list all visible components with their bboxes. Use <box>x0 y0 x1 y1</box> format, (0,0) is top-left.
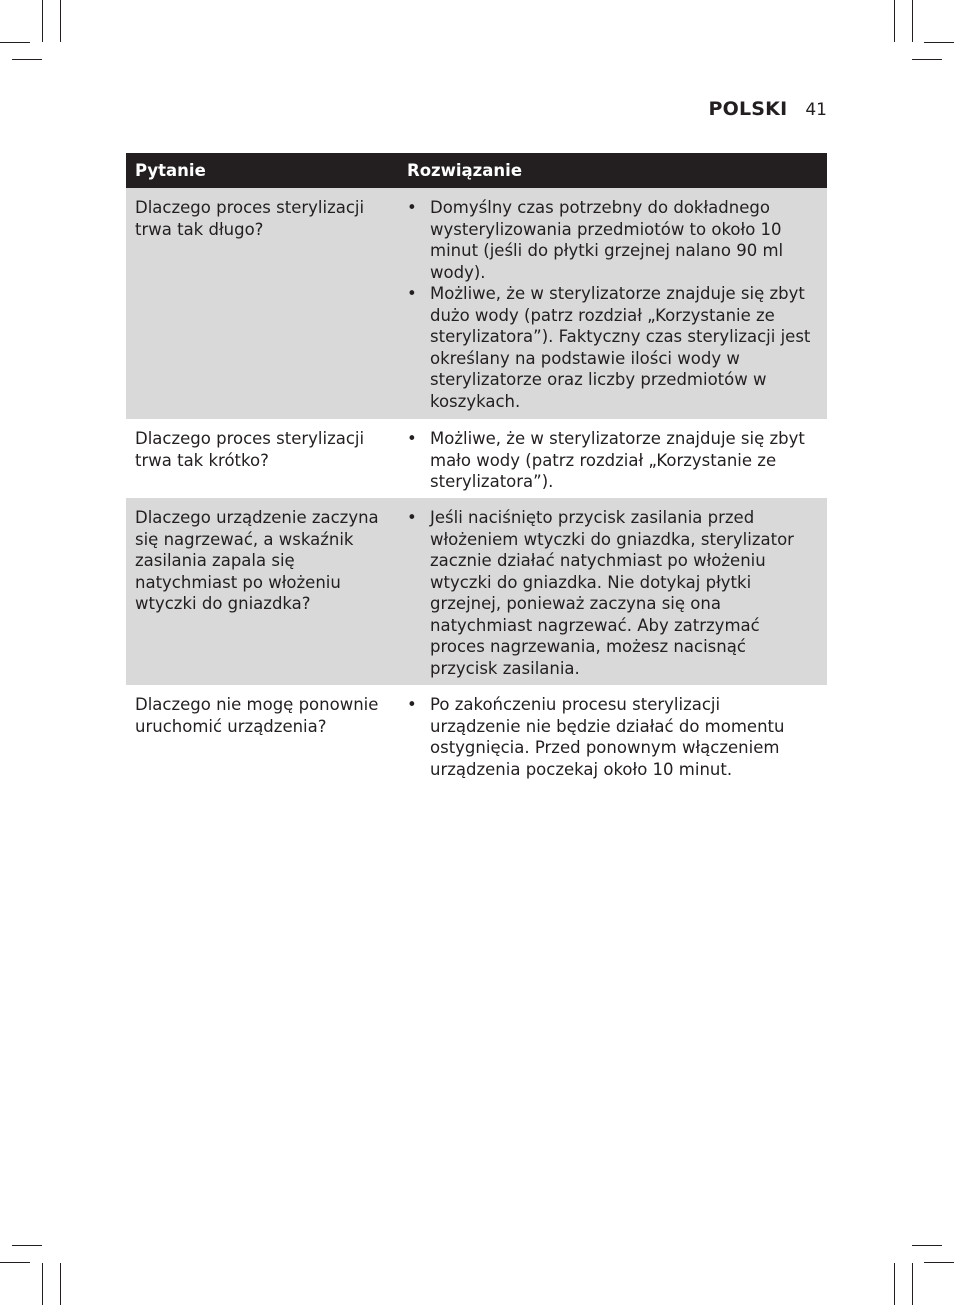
answer-text: Możliwe, że w sterylizatorze znajduje się zbyt dużo wody (patrz rozdział „Korzystanie ze sterylizatora”). Faktyczny czas sterylizacji jest określany na podstawie ilości wody w sterylizatorze oraz liczby przedmiotów w koszykach. <box>430 284 811 411</box>
crop-mark <box>0 42 30 43</box>
crop-mark <box>894 1263 895 1305</box>
column-header-question: Pytanie <box>135 161 206 180</box>
bullet-icon: • <box>407 429 417 448</box>
crop-mark <box>912 0 913 42</box>
question-cell: Dlaczego proces sterylizacji trwa tak długo? <box>135 198 365 239</box>
troubleshooting-table <box>126 153 827 785</box>
answer-cell <box>398 498 827 685</box>
answer-text: Możliwe, że w sterylizatorze znajduje się zbyt mało wody (patrz rozdział „Korzystanie ze sterylizatora”). <box>430 429 805 491</box>
answer-cell <box>398 685 827 785</box>
table-row <box>126 419 827 498</box>
answer-text: Po zakończeniu procesu sterylizacji urządzenie nie będzie działać do momentu ostygnięcia. Przed ponownym włączeniem urządzenia poczekaj około 10 minut. <box>430 695 785 779</box>
question-cell: Dlaczego nie mogę ponownie uruchomić urządzenia? <box>135 695 379 736</box>
list-item <box>407 283 815 412</box>
crop-mark <box>924 42 954 43</box>
answer-cell <box>398 419 827 498</box>
crop-mark <box>912 1245 942 1246</box>
list-item <box>407 507 815 679</box>
crop-mark <box>912 59 942 60</box>
table-header <box>126 153 827 188</box>
page-number: 41 <box>805 100 827 120</box>
crop-mark <box>924 1262 954 1263</box>
page-header <box>708 98 827 120</box>
bullet-icon: • <box>407 198 417 217</box>
crop-mark <box>60 1263 61 1305</box>
answer-text: Domyślny czas potrzebny do dokładnego wysterylizowania przedmiotów to około 10 minut (jeśli do płytki grzejnej nalano 90 ml wody). <box>430 198 784 282</box>
crop-mark <box>894 0 895 42</box>
language-label: POLSKI <box>708 98 788 120</box>
list-item <box>407 197 815 283</box>
answer-cell <box>398 188 827 419</box>
crop-mark <box>12 59 42 60</box>
crop-mark <box>0 1262 30 1263</box>
crop-mark <box>42 0 43 42</box>
table-row <box>126 188 827 419</box>
bullet-icon: • <box>407 508 417 527</box>
table-row <box>126 685 827 785</box>
list-item <box>407 694 815 780</box>
crop-mark <box>42 1263 43 1305</box>
column-header-solution: Rozwiązanie <box>407 161 523 180</box>
list-item <box>407 428 815 493</box>
crop-mark <box>12 1245 42 1246</box>
answer-text: Jeśli naciśnięto przycisk zasilania przed włożeniem wtyczki do gniazdka, sterylizator zacznie działać natychmiast po włożeniu wtyczki do gniazdka. Nie dotykaj płytki grzejnej, ponieważ zaczyna się ona natychmiast nagrzewać. Aby zatrzymać proces nagrzewania, możesz nacisnąć przycisk zasilania. <box>430 508 794 678</box>
question-cell: Dlaczego proces sterylizacji trwa tak krótko? <box>135 429 365 470</box>
crop-mark <box>60 0 61 42</box>
crop-mark <box>912 1263 913 1305</box>
bullet-icon: • <box>407 284 417 303</box>
question-cell: Dlaczego urządzenie zaczyna się nagrzewać, a wskaźnik zasilania zapala się natychmiast po włożeniu wtyczki do gniazdka? <box>135 508 379 613</box>
table-row <box>126 498 827 685</box>
bullet-icon: • <box>407 695 417 714</box>
